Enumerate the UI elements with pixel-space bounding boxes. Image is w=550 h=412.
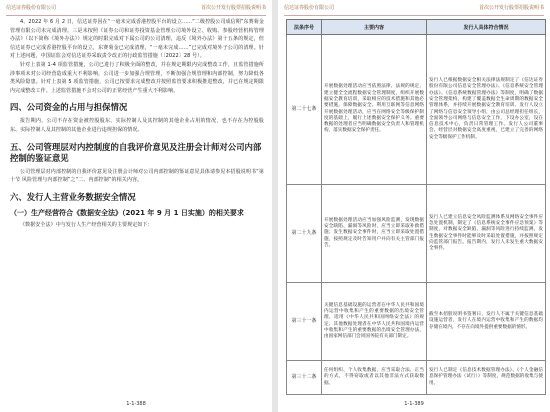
page-header (284, 4, 544, 16)
header-company: 信达证券股份有限公司 (284, 5, 335, 11)
left-page-body (10, 18, 264, 229)
article-content: 开展数据处理活动应当加强风险监测，发现数据安全缺陷、漏洞等风险时，应当立即采取补救措施；发生数据安全事件时，应当立即采取处置措施，按照规定及时告知用户并向有关主管部门报告。 (322, 185, 427, 283)
right-page (278, 0, 550, 412)
table-row (287, 361, 546, 395)
table-header-row (287, 20, 546, 35)
section-6-subheading: （一）生产经营符合《数据安全法》（2021 年 9 月 1 日实施）的相关要求 (10, 208, 244, 217)
section-6-body: 《数据安全法》中与发行人生产经营相关的主要规定如下： (20, 221, 153, 228)
page-number: 1-1-388 (126, 401, 146, 407)
column-header-content: 主要内容 (322, 20, 427, 35)
article-content: 开展数据处理活动应当依照法律、法规的规定，建立健全全流程数据安全管理制度，组织开展数据安全教育培训，采取相应的技术措施和其他必要措施，保障数据安全。利用互联网等信息网络开展数据处理活动，应当在网络安全等级保护制度的基础上，履行上述数据安全保护义务。重要数据的处理者应当明确数据安全负责人和管理机构，落实数据安全保护责任。 (322, 35, 427, 185)
compliance-description: 发行人已制定《信息技术数据管理办法》、《个人金融信息保护管理办法（试行）》等制度，规范数据的收集与使用。 (427, 361, 546, 395)
table-row (287, 283, 546, 361)
article-content: 关键信息基础设施的运营者在中华人民共和国境内运营中收集和产生的重要数据的出境安全管理，适用《中华人民共和国网络安全法》的规定；其他数据处理者在中华人民共和国境内运营中收集和产生的重要数据的出境安全管理办法，由国家网信部门会同国务院有关部门制定。 (322, 283, 427, 361)
left-page (0, 0, 272, 412)
header-company: 信达证券股份有限公司 (6, 5, 57, 11)
compliance-description: 截至本招股说明书签署日，发行人不属于关键信息基础设施运营者，发行人在境内运营中收集和产生的数据均存储在境内，不存在向境外提供重要数据的情形。 (427, 283, 546, 361)
section-5-body: 公司管理层对内部控制的自我评价意见及注册会计师对公司内部控制的鉴证意见具体请参见本招股说明书“第十节 风险管理与内部控制”之“二、内部控制”的相关内容。 (10, 168, 264, 184)
paragraph-rectification: 针对上表第 1-4 项监管措施，公司已进行了积极全面的整改，并在规定期限内完成整改工作，且监管措施所涉事项未对公司经营造成重大不利影响，公司进一步加强合规管理，不断加强合规管理和内部控制，努力降低各类风险隐患。针对上表第 5 项监管措施，公司已按要求完成整改并按照监管要求积极推进整改，并已在规定期限内完成整改工作。上述监管措施不会对公司的正常经营产生重大不利影响。 (10, 61, 264, 94)
data-security-compliance-table (286, 19, 546, 395)
page-header (6, 4, 266, 16)
paragraph-regulatory-measure: 4、2022 年 6 月 2 日，信达证券因在“一毫未完成香港控股平台的设立……”二级控股公司成信期”东赛菊金管理有限公司未完成清理。三是未按照《证券公司和证券投资基金管理公司境外设立、收购、参股经营机构管理办法》（以下简称《境外办法》）规定的时限完成对下属公司的公司清理，违反《境外办法》第十五条的规定，但信达证券已完成香港控股平台的设立，东赛菊金已完成清理，“一毫未完成……”已完成对境外子公司的清理。针对上述问题，中国证监会对信达证券采取责令改正的行政监管措施（〔2022〕28 号）。 (10, 19, 264, 60)
column-header-compliance: 发行人具体符合情况 (427, 20, 546, 35)
article-number: 第三十一条 (287, 283, 322, 361)
table-row (287, 185, 546, 283)
article-number: 第三十二条 (287, 361, 322, 395)
section-5-heading: 五、公司管理层对内控制度的自我评价意见及注册会计师对公司内部控制的鉴证意见 (10, 141, 262, 163)
compliance-description: 发行人已建立信息安全风险监测体系及网络安全事件应急处置机制，制定了《信息系统安全事件应急预案》等制度，对数据安全缺陷、漏洞等风险进行持续监测，发生数据安全事件时能够及时采取处置措施，并按照规定向监管部门报告。报告期内，发行人未发生重大数据安全事件。 (427, 185, 546, 283)
article-number: 第二十七条 (287, 35, 322, 185)
article-number: 第二十九条 (287, 185, 322, 283)
section-4-heading: 四、公司资金的占用与担保情况 (10, 102, 128, 113)
page-number: 1-1-389 (404, 401, 424, 407)
header-document-title: 首次公开发行股票招股说明书 (200, 5, 266, 11)
table-row (287, 35, 546, 185)
article-content: 任何组织、个人收集数据，应当采取合法、正当的方式，不得窃取或者以其他非法方式获取数据。 (322, 361, 427, 395)
compliance-description: 发行人已根据数据安全相关法律法规制定了《信达证券股份有限公司信息安全管理办法》、《信息系统安全管理办法》、《信息系统数据管理办法》等制度，明确了数据安全管理架构，构建了覆盖数据全生命周期的数据安全管理体系，并持续开展数据安全教育培训。发行人设立了网络与信息安全领导小组，由公司总经理担任组长，全面领导公司网络与信息安全工作，下设办公室，设在信息技术中心，负责日常管理工作。发行人公司董事会、经营层对数据安全高度重视，已建立了完善的网络安全等级保护工作机制。 (427, 35, 546, 185)
section-4-body: 报告期内，公司不存在资金被控股股东、实际控制人及其控制的其他企业占用的情况，也不存在为控股股东、实际控制人及其控制的其他企业进行违规担保的情况。 (10, 118, 264, 133)
column-header-article: 法条序号 (287, 20, 322, 35)
section-6-heading: 六、发行人主营业务数据安全情况 (10, 191, 136, 202)
header-document-title: 首次公开发行股票招股说明书 (478, 5, 544, 11)
